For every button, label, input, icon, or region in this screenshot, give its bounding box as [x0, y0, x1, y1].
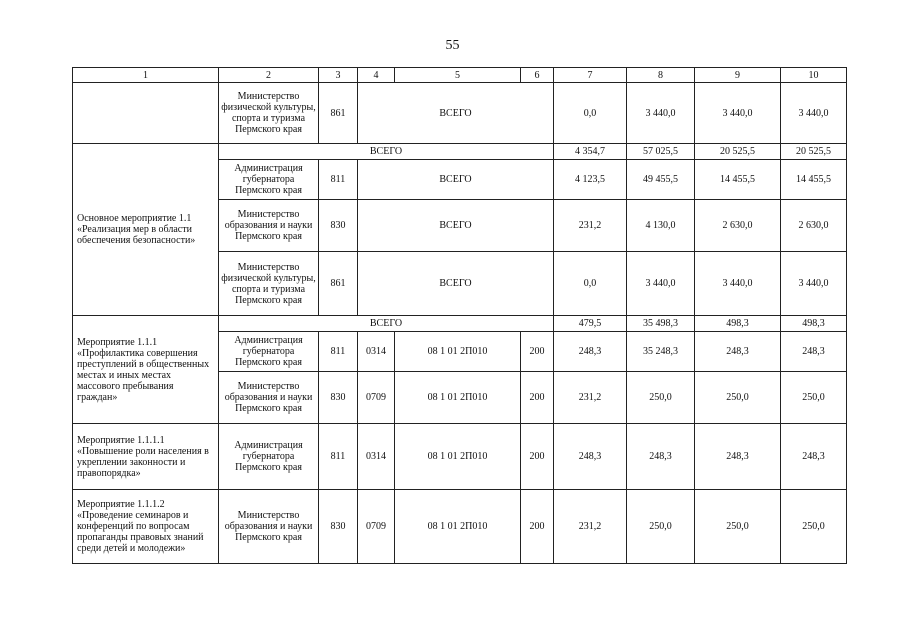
- header-cell: 8: [627, 68, 695, 83]
- total-label: ВСЕГО: [358, 83, 554, 144]
- header-cell: 1: [73, 68, 219, 83]
- budget-table: [72, 67, 847, 564]
- value-cell: 231,2: [554, 490, 627, 564]
- csr-cell: 08 1 01 2П010: [395, 332, 521, 372]
- event-name-cell: Мероприятие 1.1.1.1 «Повышение роли населения в укреплении законности и правопорядка»: [73, 424, 219, 490]
- value-cell: 0,0: [554, 252, 627, 316]
- value-cell: 498,3: [695, 316, 781, 332]
- event-name-cell: Основное мероприятие 1.1 «Реализация мер в области обеспечения безопасности»: [73, 144, 219, 316]
- value-cell: 2 630,0: [781, 200, 847, 252]
- value-cell: 3 440,0: [781, 83, 847, 144]
- value-cell: 231,2: [554, 372, 627, 424]
- table-row: [73, 144, 847, 160]
- value-cell: 4 354,7: [554, 144, 627, 160]
- grbs-cell: 861: [319, 252, 358, 316]
- event-name-cell: Мероприятие 1.1.1.2 «Проведение семинаров и конференций по вопросам пропаганды правовых знаний среди детей и молодежи»: [73, 490, 219, 564]
- table-row: [73, 83, 847, 144]
- header-cell: 3: [319, 68, 358, 83]
- value-cell: 57 025,5: [627, 144, 695, 160]
- value-cell: 250,0: [627, 372, 695, 424]
- page-number: 55: [445, 38, 460, 53]
- header-cell: 10: [781, 68, 847, 83]
- executor-cell: Министерство физической культуры, спорта и туризма Пермского края: [219, 83, 319, 144]
- header-cell: 7: [554, 68, 627, 83]
- value-cell: 2 630,0: [695, 200, 781, 252]
- grbs-cell: 830: [319, 372, 358, 424]
- executor-cell: Министерство физической культуры, спорта и туризма Пермского края: [219, 252, 319, 316]
- value-cell: 3 440,0: [781, 252, 847, 316]
- table-row: [73, 316, 847, 332]
- executor-cell: Администрация губернатора Пермского края: [219, 332, 319, 372]
- value-cell: 49 455,5: [627, 160, 695, 200]
- value-cell: 14 455,5: [781, 160, 847, 200]
- value-cell: 248,3: [554, 424, 627, 490]
- rzpr-cell: 0314: [358, 424, 395, 490]
- header-cell: 5: [395, 68, 521, 83]
- rzpr-cell: 0709: [358, 372, 395, 424]
- event-name-cell: [73, 83, 219, 144]
- total-label: ВСЕГО: [219, 316, 554, 332]
- vr-cell: 200: [521, 372, 554, 424]
- value-cell: 248,3: [627, 424, 695, 490]
- table-row: [73, 490, 847, 564]
- value-cell: 248,3: [781, 332, 847, 372]
- value-cell: 248,3: [554, 332, 627, 372]
- value-cell: 3 440,0: [695, 252, 781, 316]
- value-cell: 20 525,5: [695, 144, 781, 160]
- grbs-cell: 811: [319, 332, 358, 372]
- total-label: ВСЕГО: [358, 252, 554, 316]
- csr-cell: 08 1 01 2П010: [395, 490, 521, 564]
- event-name-cell: Мероприятие 1.1.1 «Профилактика совершения преступлений в общественных местах и иных местах массового пребывания граждан»: [73, 316, 219, 424]
- vr-cell: 200: [521, 332, 554, 372]
- value-cell: 20 525,5: [781, 144, 847, 160]
- header-cell: 2: [219, 68, 319, 83]
- executor-cell: Министерство образования и науки Пермского края: [219, 490, 319, 564]
- value-cell: 35 248,3: [627, 332, 695, 372]
- value-cell: 35 498,3: [627, 316, 695, 332]
- value-cell: 14 455,5: [695, 160, 781, 200]
- value-cell: 4 130,0: [627, 200, 695, 252]
- grbs-cell: 830: [319, 490, 358, 564]
- value-cell: 250,0: [781, 372, 847, 424]
- rzpr-cell: 0314: [358, 332, 395, 372]
- table-row: [73, 424, 847, 490]
- value-cell: 498,3: [781, 316, 847, 332]
- csr-cell: 08 1 01 2П010: [395, 424, 521, 490]
- value-cell: 250,0: [781, 490, 847, 564]
- executor-cell: Администрация губернатора Пермского края: [219, 160, 319, 200]
- value-cell: 248,3: [781, 424, 847, 490]
- executor-cell: Министерство образования и науки Пермского края: [219, 372, 319, 424]
- vr-cell: 200: [521, 490, 554, 564]
- value-cell: 248,3: [695, 424, 781, 490]
- value-cell: 248,3: [695, 332, 781, 372]
- value-cell: 3 440,0: [695, 83, 781, 144]
- header-cell: 4: [358, 68, 395, 83]
- rzpr-cell: 0709: [358, 490, 395, 564]
- value-cell: 250,0: [627, 490, 695, 564]
- grbs-cell: 811: [319, 424, 358, 490]
- value-cell: 479,5: [554, 316, 627, 332]
- grbs-cell: 830: [319, 200, 358, 252]
- header-cell: 6: [521, 68, 554, 83]
- value-cell: 250,0: [695, 372, 781, 424]
- vr-cell: 200: [521, 424, 554, 490]
- header-cell: 9: [695, 68, 781, 83]
- value-cell: 4 123,5: [554, 160, 627, 200]
- value-cell: 0,0: [554, 83, 627, 144]
- value-cell: 3 440,0: [627, 252, 695, 316]
- csr-cell: 08 1 01 2П010: [395, 372, 521, 424]
- value-cell: 3 440,0: [627, 83, 695, 144]
- executor-cell: Администрация губернатора Пермского края: [219, 424, 319, 490]
- header-row: [73, 68, 847, 83]
- total-label: ВСЕГО: [358, 160, 554, 200]
- executor-cell: Министерство образования и науки Пермского края: [219, 200, 319, 252]
- value-cell: 250,0: [695, 490, 781, 564]
- grbs-cell: 811: [319, 160, 358, 200]
- grbs-cell: 861: [319, 83, 358, 144]
- total-label: ВСЕГО: [358, 200, 554, 252]
- total-label: ВСЕГО: [219, 144, 554, 160]
- value-cell: 231,2: [554, 200, 627, 252]
